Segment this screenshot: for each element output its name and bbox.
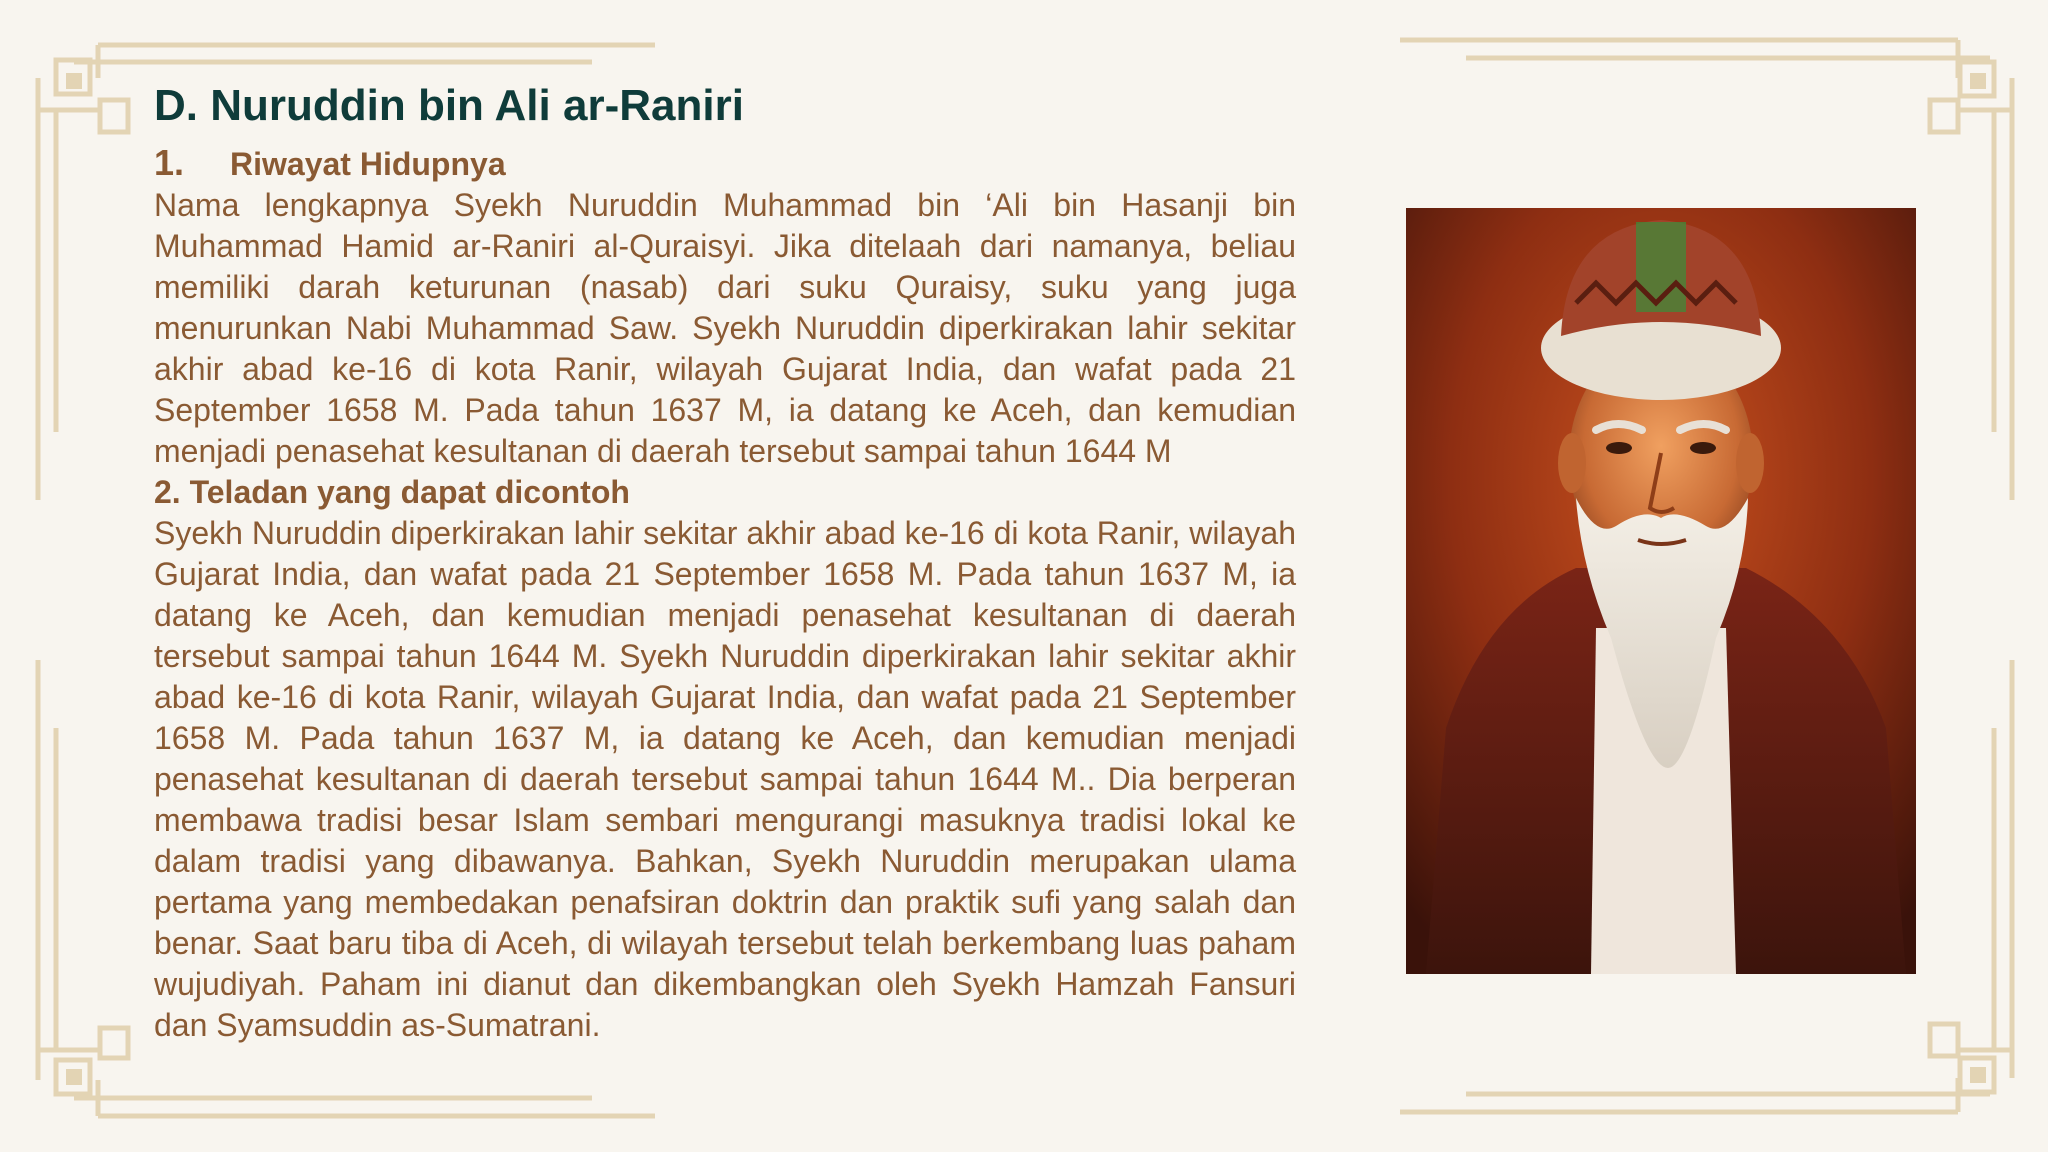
section-2-paragraph: Syekh Nuruddin diperkirakan lahir sekitar akhir abad ke-16 di kota Ranir, wilayah Gujarat India, dan wafat pada 21 September 1658 M. Pada tahun 1637 M, ia datang ke Aceh, dan kemudian menjadi penasehat kesultanan di daerah tersebut sampai tahun 1644 M. Syekh Nuruddin diperkirakan lahir sekitar akhir abad ke-16 di kota Ranir, wilayah Gujarat India, dan wafat pada 21 September 1658 M. Pada tahun 1637 M, ia datang ke Aceh, dan kemudian menjadi penasehat kesultanan di daerah tersebut sampai tahun 1644 M.. Dia berperan membawa tradisi besar Islam sembari mengurangi masuknya tradisi lokal ke dalam tradisi yang dibawanya. Bahkan, Syekh Nuruddin merupakan ulama pertama yang membedakan penafsiran doktrin dan praktik sufi yang salah dan benar. Saat baru tiba di Aceh, di wilayah tersebut telah berkembang luas paham wujudiyah. Paham ini dianut dan dikembangkan oleh Syekh Hamzah Fansuri dan Syamsuddin as-Sumatrani. [154,515,1296,1043]
portrait-ear-left [1558,433,1586,493]
section-1-number: 1. [154,142,185,183]
frame-square-top-left [66,73,82,89]
portrait-ear-right [1736,433,1764,493]
frame-square-bottom-right [1970,1067,1986,1083]
text-content [154,78,1296,1046]
slide-title: D. Nuruddin bin Ali ar-Raniri [154,81,744,130]
portrait-painting [1406,208,1916,974]
section-2-heading: 2. Teladan yang dapat dicontoh [154,474,630,510]
section-1-paragraph: Nama lengkapnya Syekh Nuruddin Muhammad bin ‘Ali bin Hasanji bin Muhammad Hamid ar-Raniri al-Quraisyi. Jika ditelaah dari namanya, beliau memiliki darah keturunan (nasab) dari suku Quraisy, suku yang juga menurunkan Nabi Muhammad Saw. Syekh Nuruddin diperkirakan lahir sekitar akhir abad ke-16 di kota Ranir, wilayah Gujarat India, dan wafat pada 21 September 1658 M. Pada tahun 1637 M, ia datang ke Aceh, dan kemudian menjadi penasehat kesultanan di daerah tersebut sampai tahun 1644 M [154,187,1296,469]
portrait-eye-right [1690,442,1716,454]
portrait-eye-left [1606,442,1632,454]
section-1-heading [154,142,1296,185]
section-1-title: Riwayat Hidupnya [230,146,506,182]
frame-square-top-right [1970,73,1986,89]
frame-square-bottom-left [66,1069,82,1085]
